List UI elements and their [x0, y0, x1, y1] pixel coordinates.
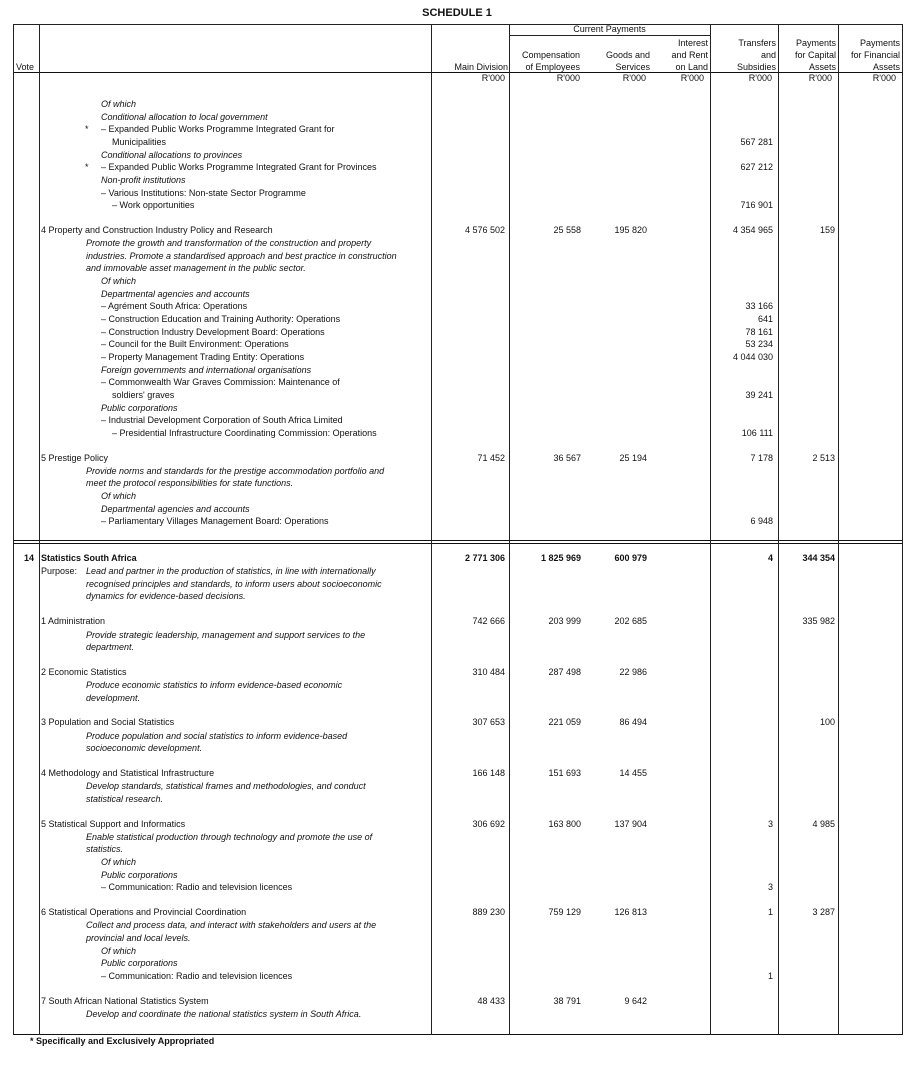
cell-gs: 25 194 — [619, 453, 647, 463]
cell-ca: 344 354 — [802, 553, 835, 563]
unit-goods: R'000 — [622, 73, 646, 83]
cell-gs: 86 494 — [619, 717, 647, 727]
cell-md: 306 692 — [472, 819, 505, 829]
line-text: Of which — [101, 276, 137, 286]
line-text: Enable statistical production through technology and promote the use of — [86, 832, 373, 842]
line-text: – Expanded Public Works Programme Integrated Grant for Provinces — [101, 162, 377, 172]
cell-ce: 221 059 — [548, 717, 581, 727]
line-text: 4 Methodology and Statistical Infrastructure — [41, 768, 215, 778]
line-text: – Industrial Development Corporation of South Africa Limited — [101, 415, 343, 425]
vote-header: Vote — [16, 62, 35, 72]
cell-tr: 3 — [767, 819, 773, 829]
line-text: 6 Statistical Operations and Provincial Coordination — [41, 907, 247, 917]
line-text: Public corporations — [101, 403, 178, 413]
cell-gs: 195 820 — [614, 225, 647, 235]
line-text: statistics. — [86, 844, 124, 854]
goods-header-2: Services — [615, 62, 650, 72]
cell-tr: 78 161 — [745, 327, 773, 337]
transfers-header-1: Transfers — [738, 38, 776, 48]
line-text: – Construction Industry Development Board: Operations — [101, 327, 325, 337]
line-text: statistical research. — [86, 794, 164, 804]
line-text: Non-profit institutions — [101, 175, 186, 185]
cell-tr: 1 — [767, 971, 773, 981]
interest-header-3: on Land — [675, 62, 708, 72]
line-text: department. — [86, 642, 135, 652]
line-text: Statistics South Africa — [41, 553, 137, 563]
interest-header-2: and Rent — [671, 50, 708, 60]
cell-ce: 38 791 — [553, 996, 581, 1006]
line-text: 5 Prestige Policy — [41, 453, 109, 463]
line-text: – Communication: Radio and television licences — [101, 882, 293, 892]
line-text: Public corporations — [101, 958, 178, 968]
line-text: – Commonwealth War Graves Commission: Maintenance of — [101, 377, 340, 387]
cell-gs: 9 642 — [624, 996, 647, 1006]
line-text: meet the protocol responsibilities for state functions. — [86, 478, 294, 488]
cell-ca: 100 — [819, 717, 835, 727]
line-text: – Council for the Built Environment: Operations — [101, 339, 289, 349]
line-text: Develop standards, statistical frames and methodologies, and conduct — [86, 781, 366, 791]
line-text: 2 Economic Statistics — [41, 667, 127, 677]
line-text: Of which — [101, 99, 137, 109]
line-text: 7 South African National Statistics System — [41, 996, 209, 1006]
line-text: – Communication: Radio and television licences — [101, 971, 293, 981]
line-text: Of which — [101, 491, 137, 501]
cell-md: 307 653 — [472, 717, 505, 727]
cell-md: 310 484 — [472, 667, 505, 677]
cell-ce: 163 800 — [548, 819, 581, 829]
line-text: socioeconomic development. — [86, 743, 203, 753]
line-text: * — [85, 162, 89, 172]
vote-number: 14 — [24, 553, 35, 563]
cell-tr: 4 354 965 — [732, 225, 773, 235]
line-text: Conditional allocations to provinces — [101, 150, 243, 160]
cell-ca: 3 287 — [812, 907, 835, 917]
cell-gs: 126 813 — [614, 907, 647, 917]
cell-tr: 106 111 — [741, 428, 773, 438]
line-text: Collect and process data, and interact with stakeholders and users at the — [86, 920, 377, 930]
line-text: development. — [86, 693, 141, 703]
cell-tr: 641 — [757, 314, 773, 324]
line-text: and immovable asset management in the public sector. — [86, 263, 306, 273]
cell-gs: 202 685 — [614, 616, 647, 626]
cell-tr: 4 — [767, 553, 773, 563]
cell-ca: 4 985 — [812, 819, 835, 829]
line-text: – Agrément South Africa: Operations — [101, 301, 248, 311]
line-text: Promote the growth and transformation of the construction and property — [86, 238, 372, 248]
compensation-header-1: Compensation — [521, 50, 580, 60]
cell-md: 71 452 — [477, 453, 505, 463]
cell-md: 742 666 — [472, 616, 505, 626]
unit-capital: R'000 — [808, 73, 832, 83]
line-text: Of which — [101, 946, 137, 956]
line-text: recognised principles and standards, to inform users about socioeconomic — [86, 579, 382, 589]
unit-compensation: R'000 — [556, 73, 580, 83]
line-text: – Property Management Trading Entity: Operations — [101, 352, 305, 362]
line-text: Public corporations — [101, 870, 178, 880]
line-text: Foreign governments and international organisations — [101, 365, 312, 375]
line-text: Purpose: — [41, 566, 78, 576]
line-text: – Construction Education and Training Authority: Operations — [101, 314, 341, 324]
line-text: Provide strategic leadership, management and support services to the — [86, 630, 366, 640]
cell-tr: 567 281 — [740, 137, 773, 147]
line-text: – Various Institutions: Non-state Sector Programme — [101, 188, 306, 198]
line-text: – Parliamentary Villages Management Board: Operations — [101, 516, 329, 526]
cell-ce: 759 129 — [548, 907, 581, 917]
current-payments-header: Current Payments — [573, 24, 646, 34]
line-text: – Presidential Infrastructure Coordinating Commission: Operations — [112, 428, 377, 438]
cell-ca: 2 513 — [812, 453, 835, 463]
cell-gs: 137 904 — [614, 819, 647, 829]
line-text: Conditional allocation to local government — [101, 112, 268, 122]
cell-md: 889 230 — [472, 907, 505, 917]
cell-ca: 335 982 — [802, 616, 835, 626]
transfers-header-3: Subsidies — [736, 62, 776, 72]
capital-header-3: Assets — [808, 62, 836, 72]
line-text: Departmental agencies and accounts — [101, 504, 250, 514]
cell-tr: 7 178 — [750, 453, 773, 463]
line-text: * — [85, 124, 89, 134]
line-text: industries. Promote a standardised approach and best practice in construction — [86, 251, 397, 261]
transfers-header-2: and — [760, 50, 776, 60]
unit-financial: R'000 — [872, 73, 896, 83]
line-text: Departmental agencies and accounts — [101, 289, 250, 299]
cell-tr: 627 212 — [740, 162, 773, 172]
cell-md: 2 771 306 — [464, 553, 505, 563]
line-text: Provide norms and standards for the prestige accommodation portfolio and — [86, 466, 385, 476]
cell-tr: 39 241 — [745, 390, 773, 400]
cell-gs: 600 979 — [614, 553, 647, 563]
goods-header-1: Goods and — [605, 50, 650, 60]
line-text: dynamics for evidence-based decisions. — [86, 591, 246, 601]
page-title: SCHEDULE 1 — [422, 7, 492, 19]
cell-tr: 1 — [767, 907, 773, 917]
financial-header-3: Assets — [872, 62, 900, 72]
cell-md: 48 433 — [477, 996, 505, 1006]
line-text: 1 Administration — [41, 616, 106, 626]
financial-header-1: Payments — [859, 38, 900, 48]
cell-ce: 1 825 969 — [540, 553, 581, 563]
cell-gs: 22 986 — [619, 667, 647, 677]
cell-md: 166 148 — [472, 768, 505, 778]
cell-ce: 203 999 — [548, 616, 581, 626]
cell-tr: 3 — [767, 882, 773, 892]
capital-header-2: for Capital — [794, 50, 836, 60]
cell-ce: 36 567 — [553, 453, 581, 463]
unit-main-division: R'000 — [481, 73, 505, 83]
line-text: Municipalities — [112, 137, 167, 147]
compensation-header-2: of Employees — [525, 62, 580, 72]
unit-interest: R'000 — [680, 73, 704, 83]
cell-ce: 151 693 — [548, 768, 581, 778]
unit-transfers: R'000 — [748, 73, 772, 83]
main-division-header: Main Division — [454, 62, 508, 72]
line-text: 3 Population and Social Statistics — [41, 717, 175, 727]
cell-tr: 6 948 — [750, 516, 773, 526]
line-text: Lead and partner in the production of statistics, in line with internationally — [86, 566, 376, 576]
line-text: 4 Property and Construction Industry Policy and Research — [41, 225, 273, 235]
cell-tr: 716 901 — [740, 200, 773, 210]
interest-header-1: Interest — [677, 38, 708, 48]
line-text: provincial and local levels. — [86, 933, 191, 943]
line-text: 5 Statistical Support and Informatics — [41, 819, 186, 829]
cell-ce: 287 498 — [548, 667, 581, 677]
line-text: Produce economic statistics to inform evidence-based economic — [86, 680, 343, 690]
cell-tr: 4 044 030 — [732, 352, 773, 362]
line-text: – Work opportunities — [112, 200, 195, 210]
cell-tr: 33 166 — [745, 301, 773, 311]
line-text: – Expanded Public Works Programme Integrated Grant for — [101, 124, 335, 134]
footnote: * Specifically and Exclusively Appropriated — [30, 1036, 215, 1046]
financial-header-2: for Financial — [850, 50, 900, 60]
cell-gs: 14 455 — [619, 768, 647, 778]
cell-ce: 25 558 — [553, 225, 581, 235]
line-text: soldiers' graves — [112, 390, 175, 400]
line-text: Develop and coordinate the national statistics system in South Africa. — [86, 1009, 362, 1019]
cell-md: 4 576 502 — [464, 225, 505, 235]
cell-tr: 53 234 — [745, 339, 773, 349]
line-text: Of which — [101, 857, 137, 867]
capital-header-1: Payments — [795, 38, 836, 48]
cell-ca: 159 — [819, 225, 835, 235]
line-text: Produce population and social statistics to inform evidence-based — [86, 731, 348, 741]
